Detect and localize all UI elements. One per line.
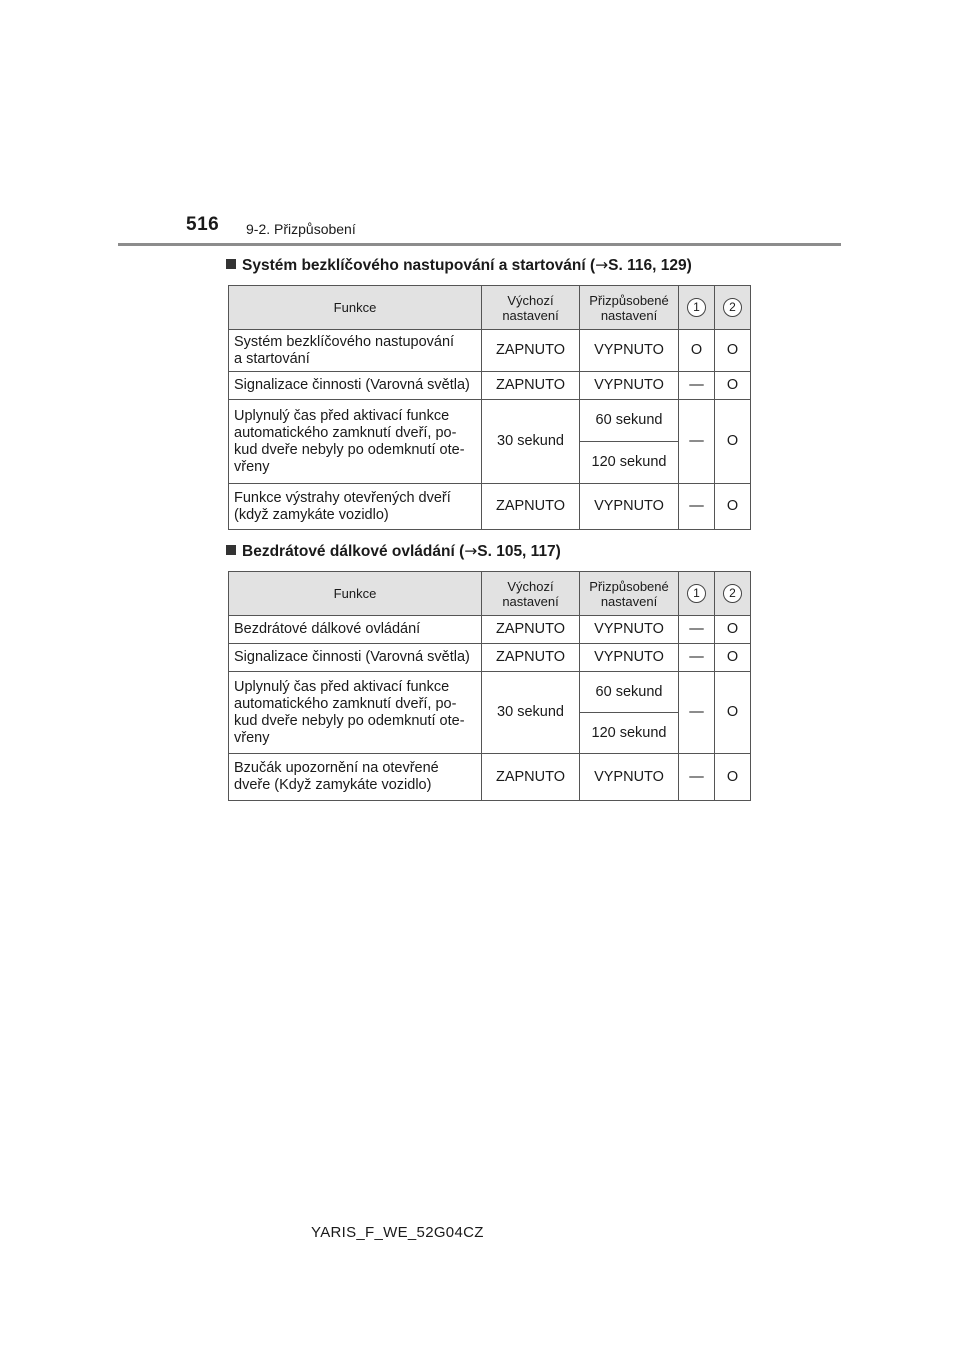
table-row <box>229 672 751 713</box>
square-bullet-icon <box>226 545 236 555</box>
header-default: Výchozí nastavení <box>482 572 580 616</box>
footer-code: YARIS_F_WE_52G04CZ <box>311 1224 484 1241</box>
table-row <box>229 754 751 801</box>
custom-cell: VYPNUTO <box>580 616 679 644</box>
col2-cell: O <box>715 484 751 530</box>
function-cell: Uplynulý čas před aktivací funkce automatického zamknutí dveří, po- kud dveře nebyly po odemknutí ote- vřeny <box>229 400 482 484</box>
default-cell: ZAPNUTO <box>482 754 580 801</box>
custom-cell: 120 sekund <box>580 713 679 754</box>
col1-cell: — <box>679 372 715 400</box>
custom-cell: 120 sekund <box>580 442 679 484</box>
custom-cell: VYPNUTO <box>580 484 679 530</box>
table-header-row <box>229 286 751 330</box>
col2-cell: O <box>715 616 751 644</box>
number-2-icon: 2 <box>723 298 742 317</box>
col2-cell: O <box>715 644 751 672</box>
remote-settings-table <box>228 571 751 801</box>
table-row <box>229 400 751 442</box>
function-cell: Funkce výstrahy otevřených dveří (když zamykáte vozidlo) <box>229 484 482 530</box>
default-cell: 30 sekund <box>482 400 580 484</box>
custom-cell: VYPNUTO <box>580 754 679 801</box>
function-cell: Signalizace činnosti (Varovná světla) <box>229 644 482 672</box>
custom-cell: VYPNUTO <box>580 372 679 400</box>
table-row <box>229 372 751 400</box>
default-cell: ZAPNUTO <box>482 372 580 400</box>
default-cell: ZAPNUTO <box>482 484 580 530</box>
default-cell: ZAPNUTO <box>482 644 580 672</box>
table-row <box>229 330 751 372</box>
custom-cell: 60 sekund <box>580 672 679 713</box>
col2-cell: O <box>715 372 751 400</box>
header-col1 <box>679 286 715 330</box>
function-cell: Systém bezklíčového nastupování a startování <box>229 330 482 372</box>
header-custom: Přizpůsobené nastavení <box>580 572 679 616</box>
section-heading-remote <box>226 542 561 561</box>
table-row <box>229 616 751 644</box>
page-reference-link[interactable]: S. 116, 129) <box>608 257 692 274</box>
col1-cell: O <box>679 330 715 372</box>
header-custom: Přizpůsobené nastavení <box>580 286 679 330</box>
custom-cell: 60 sekund <box>580 400 679 442</box>
col1-cell: — <box>679 672 715 754</box>
custom-cell: VYPNUTO <box>580 330 679 372</box>
header-function: Funkce <box>229 572 482 616</box>
square-bullet-icon <box>226 259 236 269</box>
header-col1 <box>679 572 715 616</box>
page-reference-link[interactable]: S. 105, 117) <box>477 543 561 560</box>
col2-cell: O <box>715 672 751 754</box>
col2-cell: O <box>715 330 751 372</box>
col1-cell: — <box>679 754 715 801</box>
default-cell: 30 sekund <box>482 672 580 754</box>
custom-cell: VYPNUTO <box>580 644 679 672</box>
section-label: 9-2. Přizpůsobení <box>246 221 356 237</box>
col1-cell: — <box>679 400 715 484</box>
number-1-icon: 1 <box>687 584 706 603</box>
number-2-icon: 2 <box>723 584 742 603</box>
function-cell: Bzučák upozornění na otevřené dveře (Když zamykáte vozidlo) <box>229 754 482 801</box>
arrow-right-icon: → <box>595 256 609 274</box>
col2-cell: O <box>715 400 751 484</box>
col1-cell: — <box>679 484 715 530</box>
keyless-settings-table <box>228 285 751 530</box>
function-cell: Uplynulý čas před aktivací funkce automatického zamknutí dveří, po- kud dveře nebyly po odemknutí ote- vřeny <box>229 672 482 754</box>
col2-cell: O <box>715 754 751 801</box>
col1-cell: — <box>679 616 715 644</box>
header-function: Funkce <box>229 286 482 330</box>
section-heading-keyless <box>226 256 692 275</box>
section-heading-text: Bezdrátové dálkové ovládání ( <box>242 543 465 560</box>
header-default: Výchozí nastavení <box>482 286 580 330</box>
header-col2 <box>715 572 751 616</box>
section-heading-text: Systém bezklíčového nastupování a startování ( <box>242 257 596 274</box>
page-number: 516 <box>186 214 220 235</box>
default-cell: ZAPNUTO <box>482 616 580 644</box>
function-cell: Signalizace činnosti (Varovná světla) <box>229 372 482 400</box>
function-cell: Bezdrátové dálkové ovládání <box>229 616 482 644</box>
header-rule <box>118 243 841 246</box>
arrow-right-icon: → <box>464 542 478 560</box>
number-1-icon: 1 <box>687 298 706 317</box>
table-row <box>229 644 751 672</box>
table-header-row <box>229 572 751 616</box>
header-col2 <box>715 286 751 330</box>
col1-cell: — <box>679 644 715 672</box>
table-row <box>229 484 751 530</box>
default-cell: ZAPNUTO <box>482 330 580 372</box>
